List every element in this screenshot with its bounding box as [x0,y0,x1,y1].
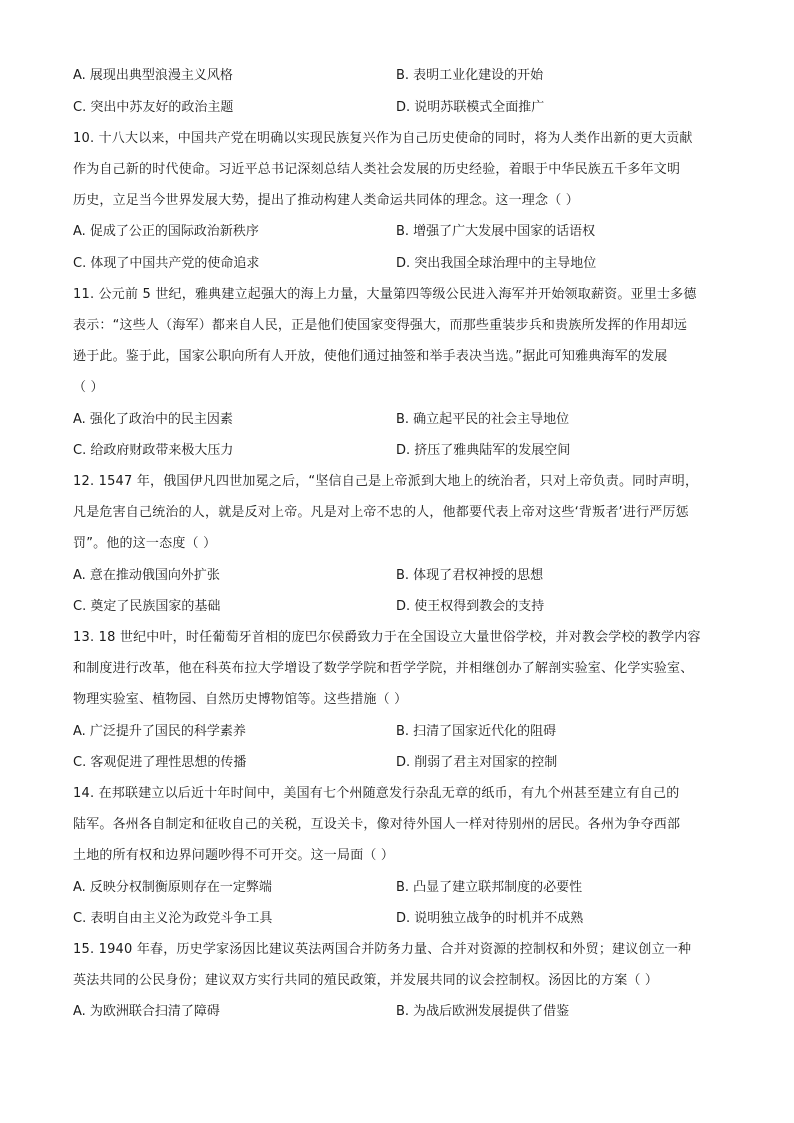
q12-stem-line-3: 罚”。他的这一态度（ ） [73,536,217,551]
q15-stem-line-2: 英法共同的公民身份；建议双方实行共同的殖民政策，并发展共同的议会控制权。汤因比的方案（ ） [73,973,659,988]
q9-option-d: D. 说明苏联模式全面推广 [396,100,545,115]
q10-option-c: C. 体现了中国共产党的使命追求 [73,256,260,271]
q13-option-c: C. 客观促进了理性思想的传播 [73,755,247,770]
q9-option-a: A. 展现出典型浪漫主义风格 [73,68,233,83]
q14-stem-line-1: 14. 在邦联建立以后近十年时间中，美国有七个州随意发行杂乱无章的纸币，有九个州甚至建立有自己的 [73,786,680,801]
q12-option-c: C. 奠定了民族国家的基础 [73,599,221,614]
q13-option-b: B. 扫清了国家近代化的阻碍 [396,724,557,739]
q10-stem-line-2: 作为自己新的时代使命。习近平总书记深刻总结人类社会发展的历史经验，着眼于中华民族五千多年文明 [73,162,681,177]
q14-stem-line-3: 土地的所有权和边界问题吵得不可开交。这一局面（ ） [73,848,395,863]
q11-stem-line-4: （ ） [73,380,104,395]
q11-option-a: A. 强化了政治中的民主因素 [73,412,233,427]
q12-option-a: A. 意在推动俄国向外扩张 [73,568,220,583]
q14-option-b: B. 凸显了建立联邦制度的必要性 [396,880,583,895]
q14-stem-line-2: 陆军。各州各自制定和征收自己的关税，互设关卡，像对待外国人一样对待别州的居民。各州为争夺西部 [73,817,681,832]
q13-stem-line-2: 和制度进行改革，他在科英布拉大学增设了数学学院和哲学学院，并相继创办了解剖实验室、化学实验室、 [73,661,694,676]
q15-option-a: A. 为欧洲联合扫清了障碍 [73,1004,220,1019]
q14-option-a: A. 反映分权制衡原则存在一定弊端 [73,880,272,895]
q13-stem-line-1: 13. 18 世纪中叶，时任葡萄牙首相的庞巴尔侯爵致力于在全国设立大量世俗学校，并对教会学校的教学内容 [73,630,701,645]
q12-stem-line-1: 12. 1547 年，俄国伊凡四世加冕之后，“坚信自己是上帝派到大地上的统治者，只对上帝负责。同时声明， [73,474,699,489]
q13-option-d: D. 削弱了君主对国家的控制 [396,755,558,770]
q13-option-a: A. 广泛提升了国民的科学素养 [73,724,246,739]
q15-stem-line-1: 15. 1940 年春，历史学家汤因比建议英法两国合并防务力量、合并对资源的控制权和外贸；建议创立一种 [73,942,692,957]
q9-option-c: C. 突出中苏友好的政治主题 [73,100,234,115]
q15-option-b: B. 为战后欧洲发展提供了借鉴 [396,1004,570,1019]
q10-stem-line-3: 历史，立足当今世界发展大势，提出了推动构建人类命运共同体的理念。这一理念（ ） [73,193,579,208]
q12-stem-line-2: 凡是危害自己统治的人，就是反对上帝。凡是对上帝不忠的人，他都要代表上帝对这些‘背叛者’进行严厉惩 [73,505,689,520]
q10-option-a: A. 促成了公正的国际政治新秩序 [73,224,259,239]
q11-option-b: B. 确立起平民的社会主导地位 [396,412,570,427]
q9-option-b: B. 表明工业化建设的开始 [396,68,544,83]
q13-stem-line-3: 物理实验室、植物园、自然历史博物馆等。这些措施（ ） [73,692,408,707]
q11-stem-line-3: 逊于此。鉴于此，国家公职向所有人开放，使他们通过抽签和举手表决当选。”据此可知雅典海军的发展 [73,349,668,364]
q10-option-d: D. 突出我国全球治理中的主导地位 [396,256,597,271]
q10-stem-line-1: 10. 十八大以来，中国共产党在明确以实现民族复兴作为自己历史使命的同时，将为人类作出新的更大贡献 [73,131,693,146]
q11-option-c: C. 给政府财政带来极大压力 [73,443,234,458]
q14-option-c: C. 表明自由主义沦为政党斗争工具 [73,911,273,926]
q10-option-b: B. 增强了广大发展中国家的话语权 [396,224,596,239]
q11-option-d: D. 挤压了雅典陆军的发展空间 [396,443,571,458]
q11-stem-line-2: 表示：“这些人（海军）都来自人民，正是他们使国家变得强大，而那些重装步兵和贵族所发挥的作用却远 [73,318,688,333]
q12-option-d: D. 使王权得到教会的支持 [396,599,545,614]
q12-option-b: B. 体现了君权神授的思想 [396,568,544,583]
q14-option-d: D. 说明独立战争的时机并不成熟 [396,911,584,926]
q11-stem-line-1: 11. 公元前 5 世纪，雅典建立起强大的海上力量，大量第四等级公民进入海军并开始领取薪资。亚里士多德 [73,287,697,302]
